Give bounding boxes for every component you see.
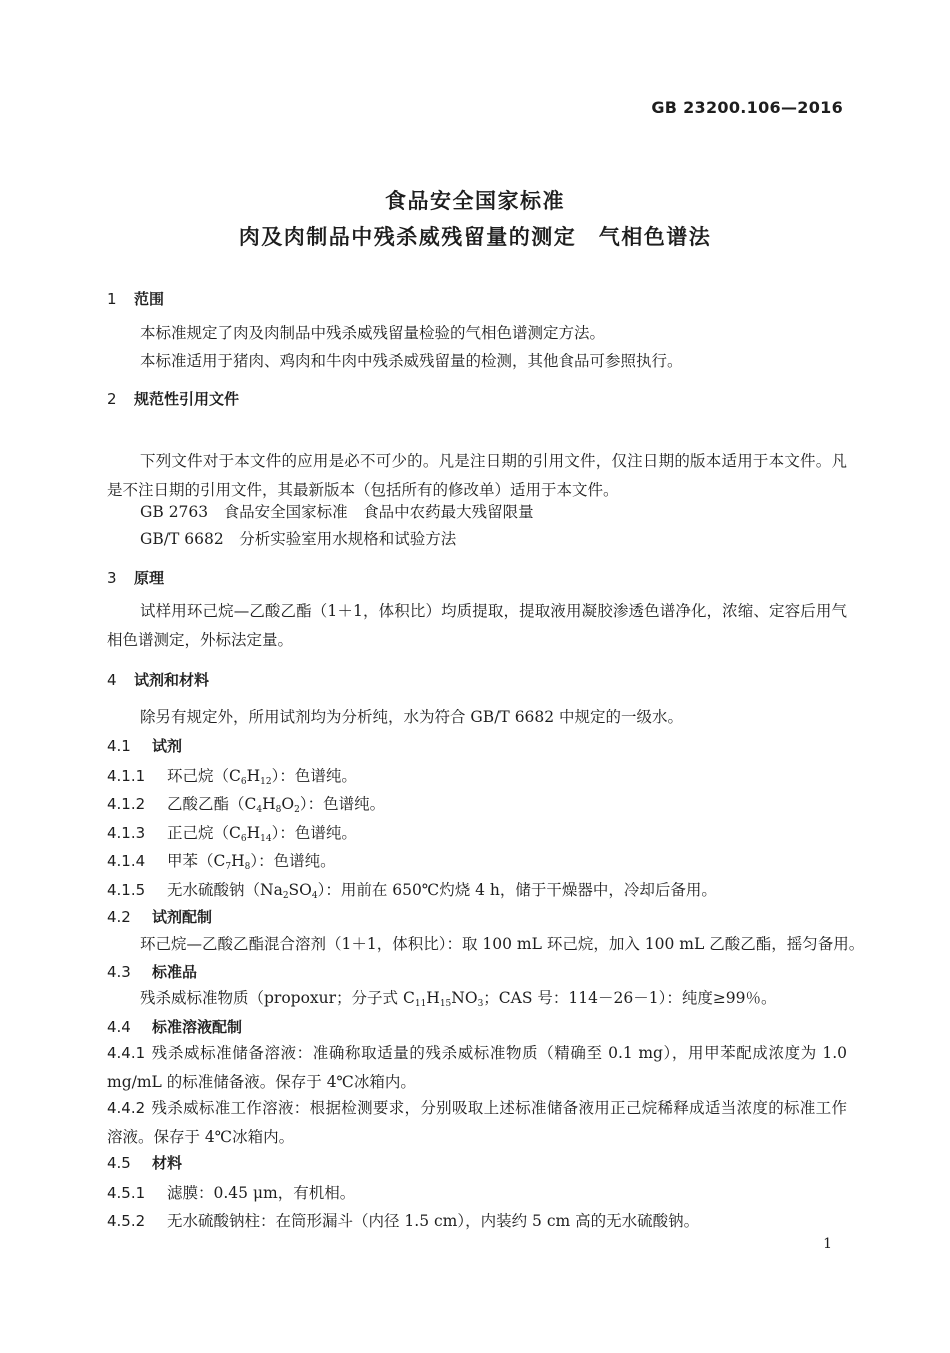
item-4-4-1: 4.4.1 残杀威标准储备溶液：准确称取适量的残杀威标准物质（精确至 0.1 mg），用甲苯配成浓度为 1.0 mg/mL 的标准储备液。保存于 4℃冰箱内。 — [107, 1044, 847, 1091]
item-4-1-3: 4.1.3 正己烷$(C_6H_{14})$：色谱纯。 — [107, 824, 357, 844]
section-4-3-para: 残杀威标准物质（propoxur；分子式 $C_{11}H_{15}NO_3$；CAS 号：114－26－1）：纯度≥99％。 — [140, 989, 777, 1009]
item-4-1-2: 4.1.2 乙酸乙酯$(C_4H_8O_2)$：色谱纯。 — [107, 795, 386, 815]
section-4-heading: 4 试剂和材料 — [107, 671, 210, 689]
section-1-para-1: 本标准规定了肉及肉制品中残杀威残留量检验的气相色谱测定方法。 — [140, 324, 606, 342]
section-4-2-heading: 4.2 试剂配制 — [107, 908, 213, 926]
standard-number: GB 23200.106—2016 — [651, 98, 843, 117]
section-1-heading: 1 范围 — [107, 290, 165, 308]
section-2-heading: 2 规范性引用文件 — [107, 390, 240, 408]
section-3-para-1: 试样用环己烷—乙酸乙酯（1＋1，体积比）均质提取，提取液用凝胶渗透色谱净化，浓缩、定容后用气相色谱测定，外标法定量。 — [107, 602, 847, 649]
reference-gb2763: GB 2763 食品安全国家标准 食品中农药最大残留限量 — [140, 503, 534, 521]
item-4-1-4: 4.1.4 甲苯$(C_7H_8)$：色谱纯。 — [107, 852, 336, 872]
section-1-para-2: 本标准适用于猪肉、鸡肉和牛肉中残杀威残留量的检测，其他食品可参照执行。 — [140, 352, 683, 370]
section-3-heading: 3 原理 — [107, 569, 165, 587]
section-4-5-heading: 4.5 材料 — [107, 1154, 183, 1172]
section-2-para-1: 下列文件对于本文件的应用是必不可少的。凡是注日期的引用文件，仅注日期的版本适用于本文件。凡是不注日期的引用文件，其最新版本（包括所有的修改单）适用于本文件。 — [107, 452, 847, 499]
section-4-1-heading: 4.1 试剂 — [107, 737, 183, 755]
item-4-5-2: 4.5.2 无水硫酸钠柱：在筒形漏斗（内径 1.5 cm），内装约 5 cm 高的无水硫酸钠。 — [107, 1212, 700, 1230]
section-4-2-para: 环己烷—乙酸乙酯混合溶剂（1＋1，体积比）：取 100 mL 环己烷，加入 100 mL 乙酸乙酯，摇匀备用。 — [140, 935, 865, 953]
doc-title: 食品安全国家标准 — [385, 189, 565, 213]
section-4-intro: 除另有规定外，所用试剂均为分析纯，水为符合 GB/T 6682 中规定的一级水。 — [140, 708, 684, 726]
page-number: 1 — [823, 1236, 832, 1252]
item-4-1-1: 4.1.1 环己烷$(C_6H_{12})$：色谱纯。 — [107, 767, 357, 787]
item-4-5-1: 4.5.1 滤膜：0.45 μm，有机相。 — [107, 1184, 356, 1202]
section-4-4-heading: 4.4 标准溶液配制 — [107, 1018, 243, 1036]
item-4-1-5: 4.1.5 无水硫酸钠$(Na_2SO_4)$：用前在 650℃灼烧 4 h，储于干燥器中，冷却后备用。 — [107, 881, 717, 901]
doc-subtitle: 肉及肉制品中残杀威残留量的测定 气相色谱法 — [238, 225, 712, 249]
section-4-3-heading: 4.3 标准品 — [107, 963, 198, 981]
item-4-4-2: 4.4.2 残杀威标准工作溶液：根据检测要求，分别吸取上述标准储备液用正己烷稀释成适当浓度的标准工作溶液。保存于 4℃冰箱内。 — [107, 1099, 847, 1146]
reference-gbt6682: GB/T 6682 分析实验室用水规格和试验方法 — [140, 530, 457, 548]
